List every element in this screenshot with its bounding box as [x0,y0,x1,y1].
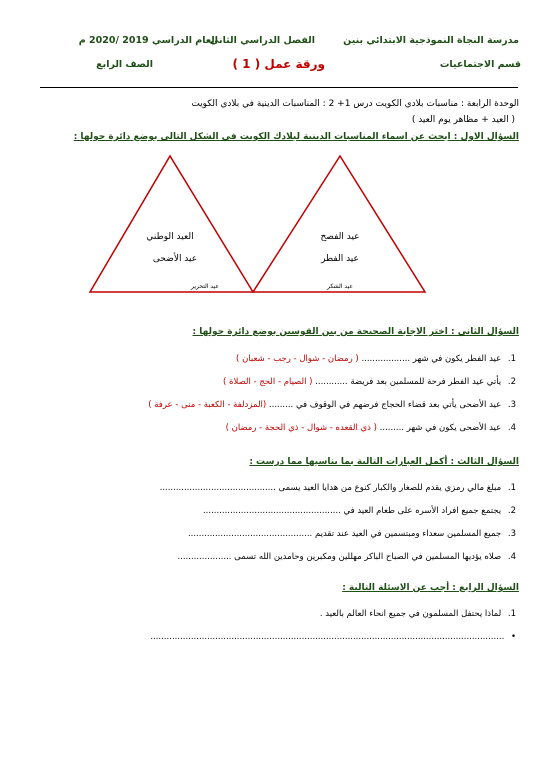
q3-item-4-text: صلاه يؤديها المسلمين في الصباح الباكر مهللين ومكبرين وحامدين الله تسمى .................... [177,552,502,562]
q2-item-4-options: ( ذي القعده - شوال - ذي الحجة - رمضان ) [225,423,377,433]
left-tri-item-3: عيد التحرير [191,283,219,290]
department-label: قسم الاجتماعيات [439,59,521,70]
q2-item-3-options: (المزدلفة - الكعبة - منى - عرفة ) [148,400,267,410]
q4-bullet: • [510,632,516,642]
q2-item-1 [236,354,516,364]
left-tri-item-1: العيد الوطني [146,232,194,242]
right-tri-item-3: عيد الشكر [327,283,353,290]
school-name: مدرسة النجاة النموذجية الابتدائي بنين [343,35,519,46]
q2-item-1-number: 1. [507,354,516,364]
q2-title: السؤال الثاني : اختر الاجابة الصحيحة من بين القوسين بوضع دائرة حولها : [192,327,519,337]
year-label: العام الدراسي 2019 /2020 م [78,35,218,46]
q2-item-1-text: عيد الفطر يكون في شهر .................. [361,354,502,364]
q2-item-4-text: عيد الأضحى يكون في شهر ......... [379,423,502,433]
q3-title: السؤال الثالث : أكمل العبارات التالية بما يناسبها مما درست : [249,457,519,467]
right-tri-item-1: عيد الفصح [320,232,360,242]
right-triangle [253,156,425,292]
grade-label: الصف الرابع [96,59,153,70]
right-tri-item-2: عيد الفطر [321,254,359,264]
sheet-title: ورقة عمل ( 1 ) [232,57,325,71]
left-tri-item-2: عيد الأضحى [152,254,198,264]
q4-answer-dots: ................................................................................................................................... [150,632,505,642]
q2-item-2 [223,377,516,387]
q3-item-1-number: 1. [507,483,516,493]
q4-title: السؤال الرابع : أجب عن الاسئلة التالية : [342,583,519,593]
unit-line-1: الوحدة الرابعة : مناسبات بلادي الكويت درس 1+ 2 : المناسبات الدينية في بلادي الكويت [191,99,519,109]
q4-item-1-number: 1. [507,609,516,619]
left-triangle [90,156,253,292]
q2-item-2-text: يأتي عيد الفطر فرحة للمسلمين بعد فريضة ............ [315,377,502,387]
q2-item-3-text: عيد الأضحى يأتي بعد قضاء الحجاج فرضهم في الوقوف في ......... [268,400,502,410]
unit-line-2: ( العيد + مظاهر يوم العيد ) [411,115,515,125]
q2-item-2-number: 2. [507,377,516,387]
q3-item-1-text: مبلغ مالي رمزي يقدم للصغار والكبار كنوع من هدايا العيد يسمى ........................................... [159,483,502,493]
q2-item-4 [226,423,516,433]
q2-item-4-number: 4. [507,423,516,433]
q3-item-2-number: 2. [507,506,516,516]
term-label: الفصل الدراسي الثاني [209,35,315,46]
q4-answer-line [150,632,516,642]
q2-item-3 [148,400,516,410]
q3-item-1 [160,483,516,493]
q3-item-4-number: 4. [507,552,516,562]
q4-item-1 [320,609,516,619]
header-divider [40,87,518,88]
q1-title: السؤال الاول : ابحث عن اسماء المناسبات الدينية لبلادك الكويت في الشكل التالي بوضع دائرة حولها : [73,132,519,142]
q3-item-2-text: يجتمع جميع افراد الأسره على طعام العيد في ................................................... [202,506,502,516]
q3-item-2 [203,506,516,516]
triangles-figure [0,150,543,300]
q3-item-4 [177,552,516,562]
q2-item-1-options: ( رمضان - شوال - رجب - شعبان ) [236,354,359,364]
q4-item-1-text: لماذا يحتفل المسلمون في جميع انحاء العالم بالعيد . [319,609,502,619]
q3-item-3-number: 3. [507,529,516,539]
q2-item-2-options: ( الصيام - الحج - الصلاة ) [223,377,313,387]
q2-item-3-number: 3. [507,400,516,410]
q3-item-3-text: جميع المسلمين سعداء ومبتسمين في العيد عند تقديم .............................................. [187,529,502,539]
q3-item-3 [188,529,516,539]
